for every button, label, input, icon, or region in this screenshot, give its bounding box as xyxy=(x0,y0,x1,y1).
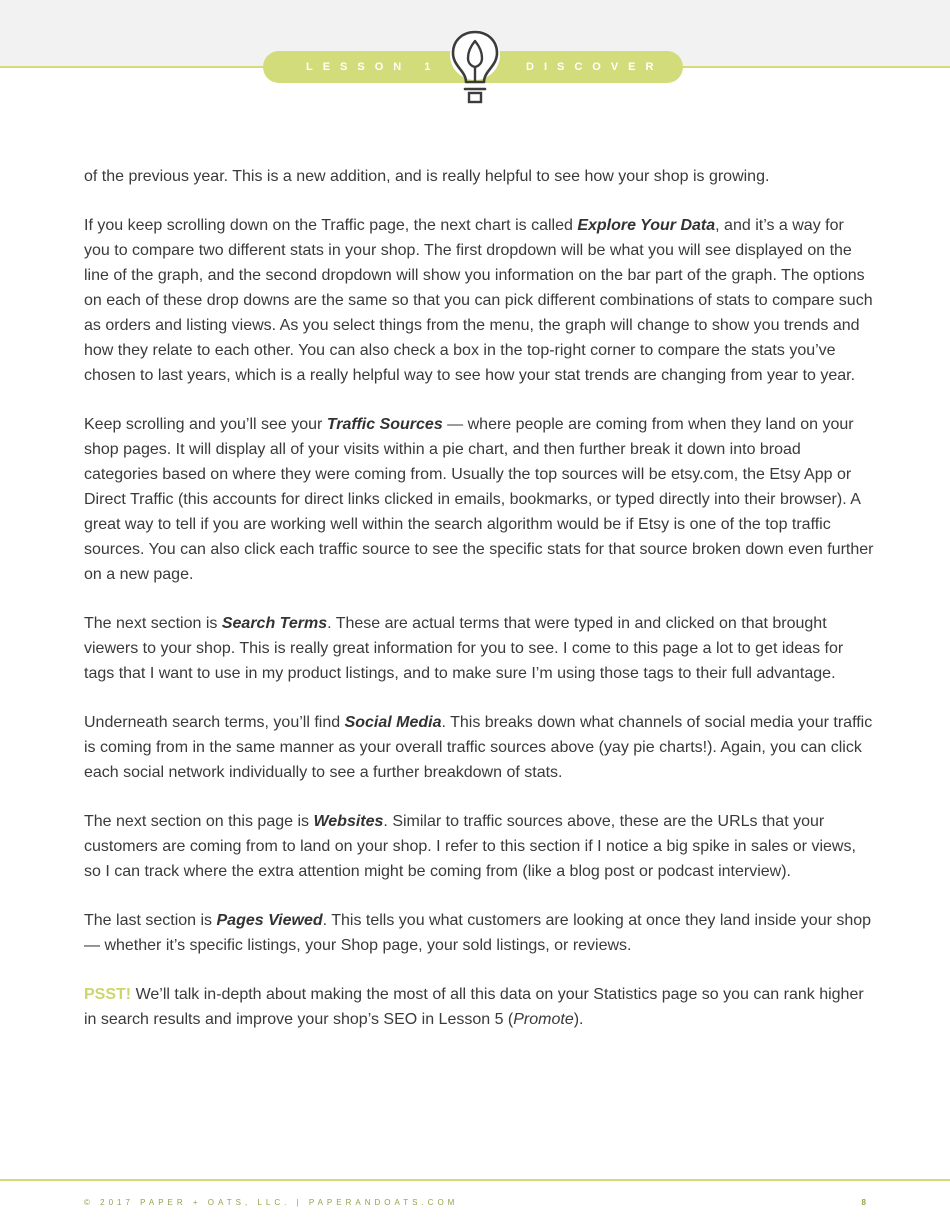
footer-copyright: © 2017 PAPER + OATS, LLC. | PAPERANDOATS.COM xyxy=(84,1198,459,1207)
term-websites: Websites xyxy=(313,813,384,830)
term-traffic-sources: Traffic Sources xyxy=(326,416,443,433)
psst-note: PSST! We’ll talk in-depth about making the most of all this data on your Statistics page so you can rank higher in search results and improve your shop’s SEO in Lesson 5 (Promote). xyxy=(84,986,864,1028)
lesson-label: LESSON 1 xyxy=(306,61,441,73)
term-explore-your-data: Explore Your Data xyxy=(577,217,716,234)
paragraph-previous-year: of the previous year. This is a new addition, and is really helpful to see how your shop is growing. xyxy=(84,168,770,185)
page-number: 8 xyxy=(861,1198,866,1207)
paragraph-explore-your-data: If you keep scrolling down on the Traffic page, the next chart is called Explore Your Data, and it’s a way for you to compare two different stats in your shop. The first dropdown will be what you will see displayed on the line of the graph, and the second dropdown will show you information on the bar part of the graph. The options on each of these drop downs are the same so that you can pick different combinations of stats to compare such as orders and listing views. As you select things from the menu, the graph will change to show you trends and how they relate to each other. You can also check a box in the top-right corner to compare the stats you’ve chosen to last years, which is a really helpful way to see how your stat trends are changing from year to year. xyxy=(84,217,873,384)
term-promote: Promote xyxy=(513,1011,574,1028)
paragraph-social-media: Underneath search terms, you’ll find Social Media. This breaks down what channels of social media your traffic is coming from in the same manner as your overall traffic sources above (yay pie charts!). Again, you can click each social network individually to see a further breakdown of stats. xyxy=(84,714,873,781)
paragraph-search-terms: The next section is Search Terms. These are actual terms that were typed in and clicked on that brought viewers to your shop. This is really great information for you to see. I come to this page a lot to get ideas for tags that I want to use in my product listings, and to make sure I’m using those tags to their full advantage. xyxy=(84,615,844,682)
footer-rule xyxy=(0,1179,950,1181)
psst-label: PSST! xyxy=(84,986,132,1003)
paragraph-websites: The next section on this page is Websites. Similar to traffic sources above, these are the URLs that your customers are coming from to land on your shop. I refer to this section if I notice a big spike in sales or views, so I can track where the extra attention might be coming from (like a blog post or podcast interview). xyxy=(84,813,856,880)
paragraph-pages-viewed: The last section is Pages Viewed. This tells you what customers are looking at once they land inside your shop — whether it’s specific listings, your Shop page, your sold listings, or reviews. xyxy=(84,912,872,954)
lightbulb-icon xyxy=(448,28,502,106)
paragraph-traffic-sources: Keep scrolling and you’ll see your Traffic Sources — where people are coming from when they land on your shop pages. It will display all of your visits within a pie chart, and then further break it down into broad categories based on where they were coming from. Usually the top sources will be etsy.com, the Etsy App or Direct Traffic (this accounts for direct links clicked in emails, bookmarks, or typed directly into their browser). A great way to tell if you are working well within the search algorithm would be if Etsy is one of the top traffic sources. You can also click each traffic source to see the specific stats for that source broken down even further on a new page. xyxy=(84,416,874,583)
term-pages-viewed: Pages Viewed xyxy=(216,912,323,929)
body-content xyxy=(84,164,874,1056)
term-search-terms: Search Terms xyxy=(221,615,328,632)
term-social-media: Social Media xyxy=(344,714,442,731)
section-label: DISCOVER xyxy=(526,61,664,73)
